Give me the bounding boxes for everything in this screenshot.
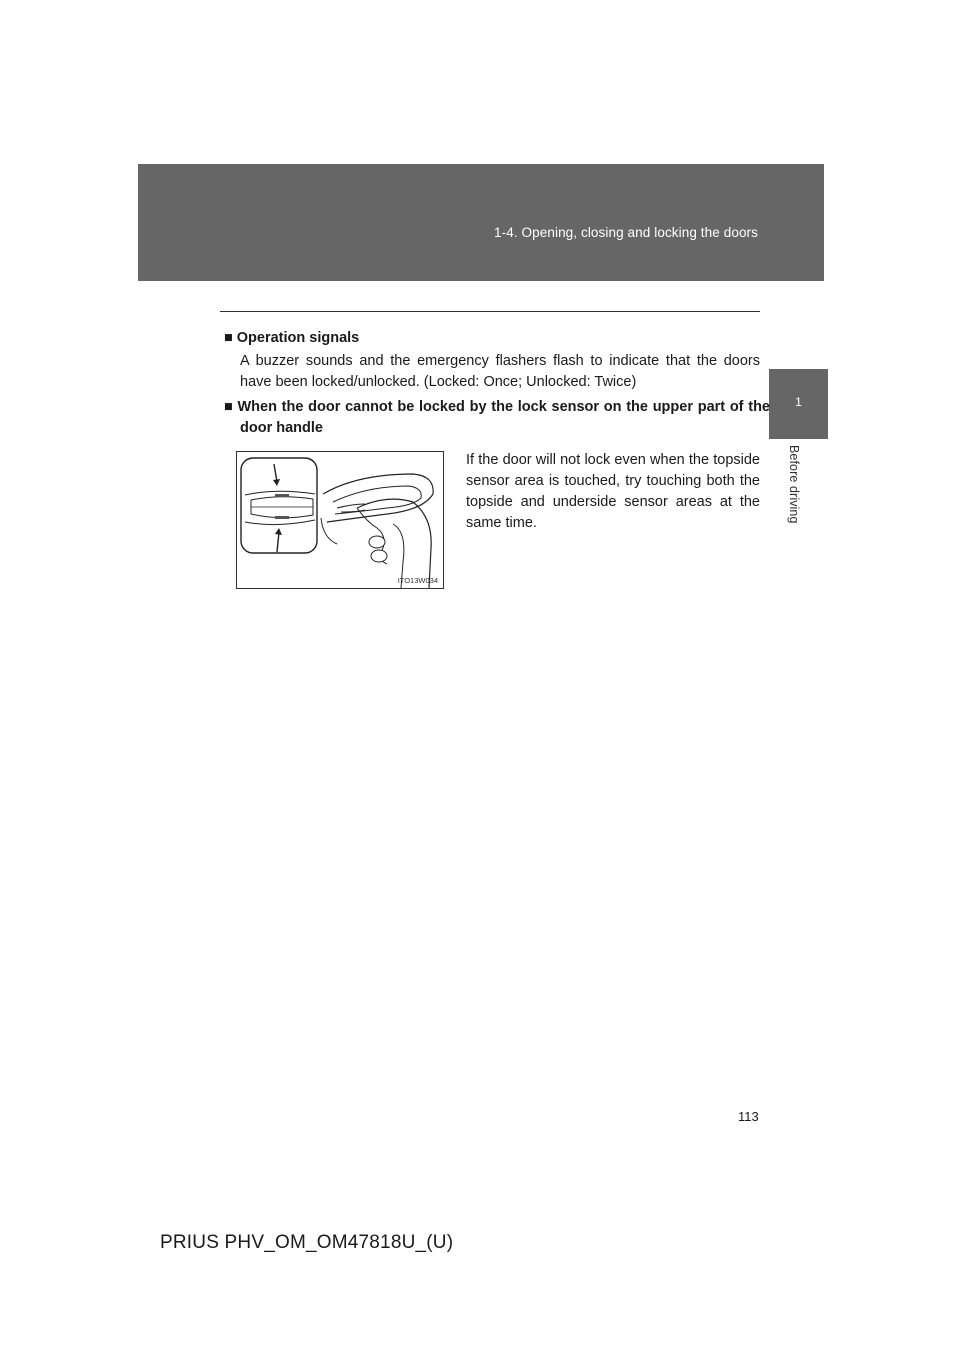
chapter-label: Before driving [787, 445, 801, 524]
chapter-number: 1 [795, 395, 802, 409]
square-bullet-icon: ■ [224, 399, 234, 415]
lock-sensor-body: If the door will not lock even when the topside sensor area is touched, try touching both the topside and underside sensor areas at the same time. [466, 452, 760, 531]
section-title: 1-4. Opening, closing and locking the doors [494, 225, 758, 240]
door-handle-illustration [236, 451, 444, 589]
heading-text: Operation signals [236, 330, 360, 346]
section-divider [220, 311, 760, 312]
page-number: 113 [738, 1109, 759, 1124]
operation-signals-body: A buzzer sounds and the emergency flashers flash to indicate that the doors have been locked/unlocked. (Locked: Once; Unlocked: Twice) [240, 353, 760, 390]
square-bullet-icon: ■ [224, 330, 233, 346]
header-band [138, 164, 824, 281]
figure-code: ITO13W034 [397, 576, 438, 585]
lock-sensor-heading [224, 397, 770, 439]
heading-text: When the door cannot be locked by the lock sensor on the upper part of the door handle [237, 399, 770, 436]
chapter-tab [769, 369, 828, 439]
operation-signals-heading [224, 328, 764, 349]
document-id: PRIUS PHV_OM_OM47818U_(U) [160, 1232, 454, 1253]
door-handle-drawing [237, 452, 443, 588]
